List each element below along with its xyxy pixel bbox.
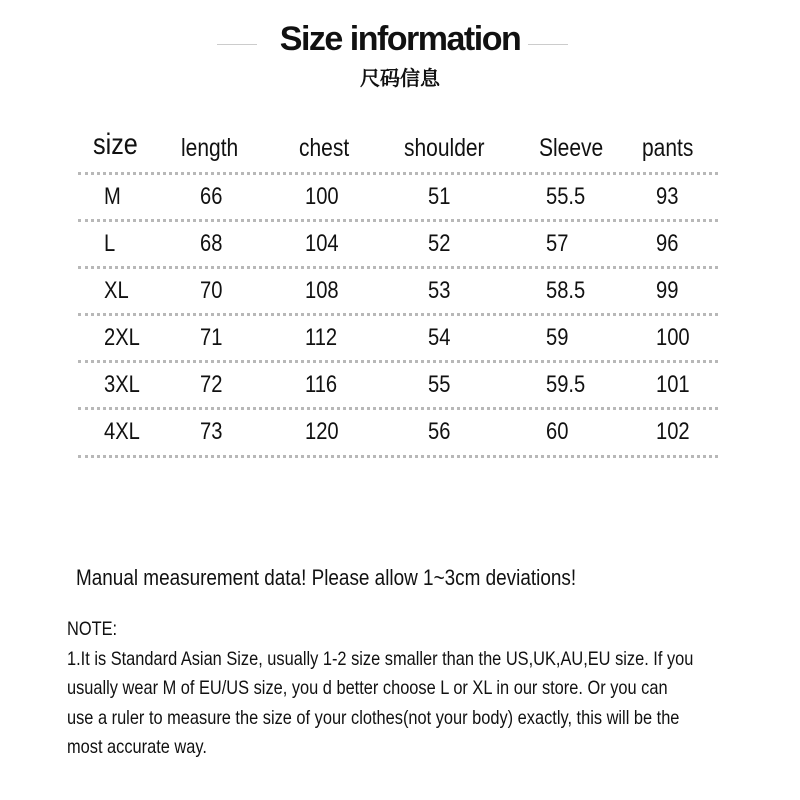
measurement-note: Manual measurement data! Please allow 1~3cm deviations! xyxy=(76,565,577,590)
cell-sleeve: 58.5 xyxy=(546,277,586,304)
cell-chest: 104 xyxy=(305,230,339,257)
column-header-pants: pants xyxy=(642,134,694,162)
row-divider xyxy=(78,219,718,222)
cell-size: 3XL xyxy=(104,371,140,398)
cell-sleeve: 59.5 xyxy=(546,371,586,398)
cell-length: 66 xyxy=(200,183,223,210)
cell-chest: 116 xyxy=(305,371,338,398)
cell-pants: 102 xyxy=(656,418,690,445)
cell-chest: 100 xyxy=(305,183,339,210)
column-header-shoulder: shoulder xyxy=(404,134,485,162)
column-header-chest: chest xyxy=(299,134,350,162)
page-title: Size information xyxy=(279,20,521,58)
cell-sleeve: 55.5 xyxy=(546,183,586,210)
cell-length: 73 xyxy=(200,418,223,445)
cell-shoulder: 51 xyxy=(428,183,451,210)
cell-shoulder: 56 xyxy=(428,418,451,445)
cell-length: 71 xyxy=(200,324,223,351)
cell-pants: 99 xyxy=(656,277,679,304)
row-divider xyxy=(78,172,718,175)
cell-pants: 100 xyxy=(656,324,690,351)
cell-length: 70 xyxy=(200,277,223,304)
row-divider xyxy=(78,313,718,316)
cell-chest: 120 xyxy=(305,418,339,445)
column-header-length: length xyxy=(181,134,239,162)
row-divider xyxy=(78,455,718,458)
row-divider xyxy=(78,360,718,363)
column-header-sleeve: Sleeve xyxy=(539,134,604,162)
cell-shoulder: 54 xyxy=(428,324,451,351)
cell-size: L xyxy=(104,230,116,257)
cell-shoulder: 53 xyxy=(428,277,451,304)
note-line: use a ruler to measure the size of your clothes(not your body) exactly, this will be the xyxy=(67,707,680,729)
cell-sleeve: 57 xyxy=(546,230,569,257)
column-header-size: size xyxy=(93,128,138,161)
note-heading: NOTE: xyxy=(67,618,118,640)
note-line: 1.It is Standard Asian Size, usually 1-2 size smaller than the US,UK,AU,EU size. If you xyxy=(67,648,694,670)
row-divider xyxy=(78,407,718,410)
cell-length: 68 xyxy=(200,230,223,257)
cell-sleeve: 60 xyxy=(546,418,569,445)
cell-shoulder: 52 xyxy=(428,230,451,257)
cell-pants: 96 xyxy=(656,230,679,257)
cell-sleeve: 59 xyxy=(546,324,569,351)
cell-chest: 108 xyxy=(305,277,339,304)
page-subtitle: 尺码信息 xyxy=(360,68,440,90)
row-divider xyxy=(78,266,718,269)
cell-size: 2XL xyxy=(104,324,140,351)
note-line: usually wear M of EU/US size, you d better choose L or XL in our store. Or you can xyxy=(67,677,668,699)
cell-pants: 93 xyxy=(656,183,679,210)
cell-chest: 112 xyxy=(305,324,338,351)
cell-length: 72 xyxy=(200,371,223,398)
cell-shoulder: 55 xyxy=(428,371,451,398)
cell-size: XL xyxy=(104,277,129,304)
cell-size: M xyxy=(104,183,121,210)
note-line: most accurate way. xyxy=(67,736,207,758)
cell-pants: 101 xyxy=(656,371,690,398)
cell-size: 4XL xyxy=(104,418,140,445)
